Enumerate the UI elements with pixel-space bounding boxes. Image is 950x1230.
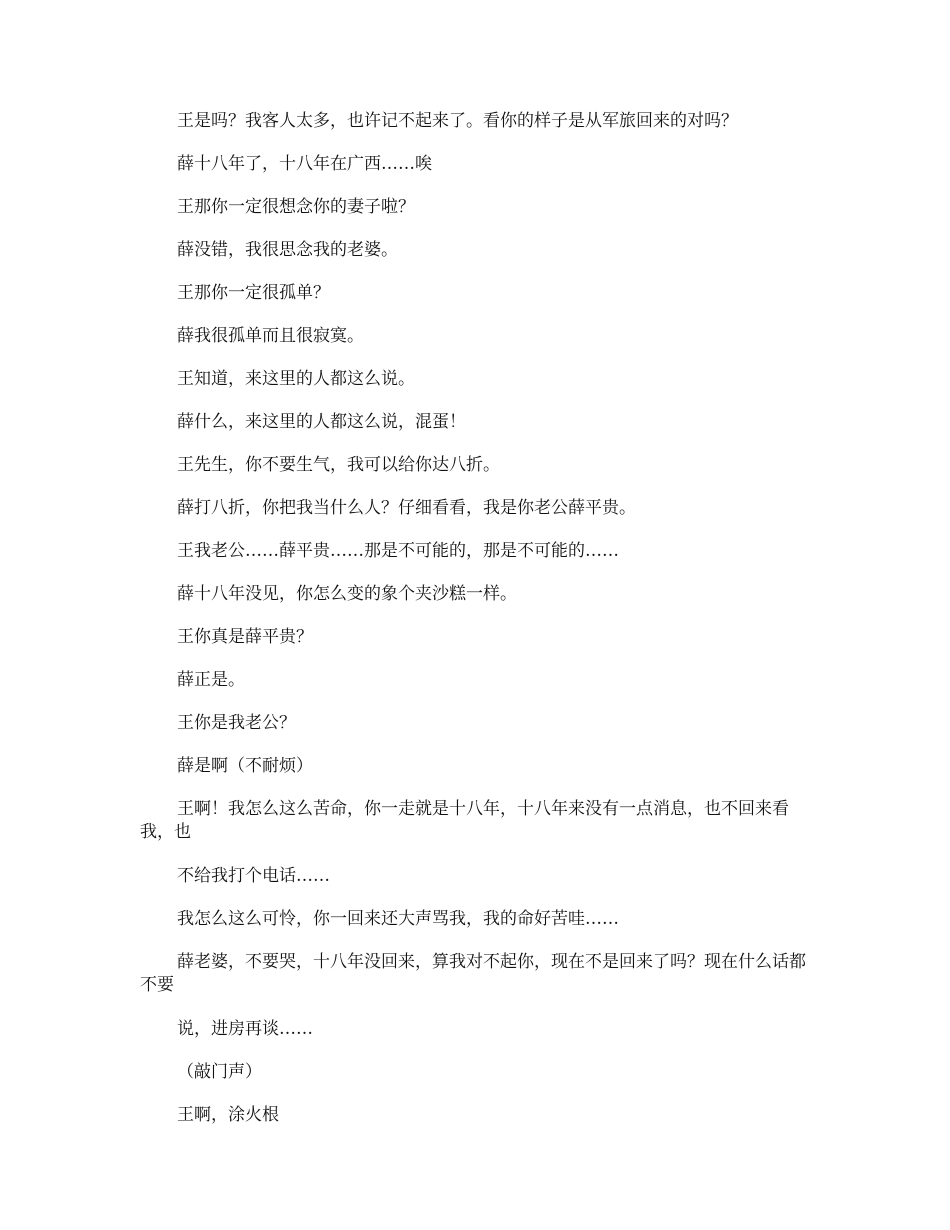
dialogue-line: 王先生，你不要生气，我可以给你达八折。 — [177, 455, 500, 475]
dialogue-line: 薛什么，来这里的人都这么说，混蛋！ — [177, 412, 466, 432]
dialogue-line: 不给我打个电话…… — [177, 866, 330, 886]
dialogue-line: 我怎么这么可怜，你一回来还大声骂我，我的命好苦哇…… — [177, 909, 619, 929]
dialogue-line: 王是吗？我客人太多，也许记不起来了。看你的样子是从军旅回来的对吗？ — [177, 111, 738, 131]
dialogue-line: 薛十八年没见，你怎么变的象个夹沙糕一样。 — [177, 584, 517, 604]
dialogue-line: （敲门声） — [177, 1062, 262, 1082]
dialogue-line: 薛是啊（不耐烦） — [177, 756, 313, 776]
dialogue-line: 王那你一定很孤单？ — [177, 283, 330, 303]
dialogue-text — [140, 110, 820, 1147]
dialogue-line: 薛没错，我很思念我的老婆。 — [177, 240, 398, 260]
dialogue-line: 王我老公……薛平贵……那是不可能的，那是不可能的…… — [177, 541, 619, 561]
dialogue-line: 说，进房再谈…… — [177, 1019, 313, 1039]
dialogue-line: 王知道，来这里的人都这么说。 — [177, 369, 415, 389]
dialogue-line: 王你是我老公？ — [177, 713, 296, 733]
dialogue-line: 薛十八年了，十八年在广西……唉 — [177, 154, 432, 174]
dialogue-line: 王啊！我怎么这么苦命，你一走就是十八年，十八年来没有一点消息，也不回来看我，也 — [140, 799, 789, 842]
dialogue-line: 薛我很孤单而且很寂寞。 — [177, 326, 364, 346]
dialogue-line: 薛正是。 — [177, 670, 245, 690]
dialogue-line: 薛打八折，你把我当什么人？仔细看看，我是你老公薛平贵。 — [177, 498, 636, 518]
dialogue-line: 王你真是薛平贵？ — [177, 627, 313, 647]
dialogue-line: 王啊，涂火根 — [177, 1105, 279, 1125]
dialogue-line: 王那你一定很想念你的妻子啦？ — [177, 197, 415, 217]
dialogue-line: 薛老婆，不要哭，十八年没回来，算我对不起你，现在不是回来了吗？现在什么话都不要 — [140, 952, 806, 995]
